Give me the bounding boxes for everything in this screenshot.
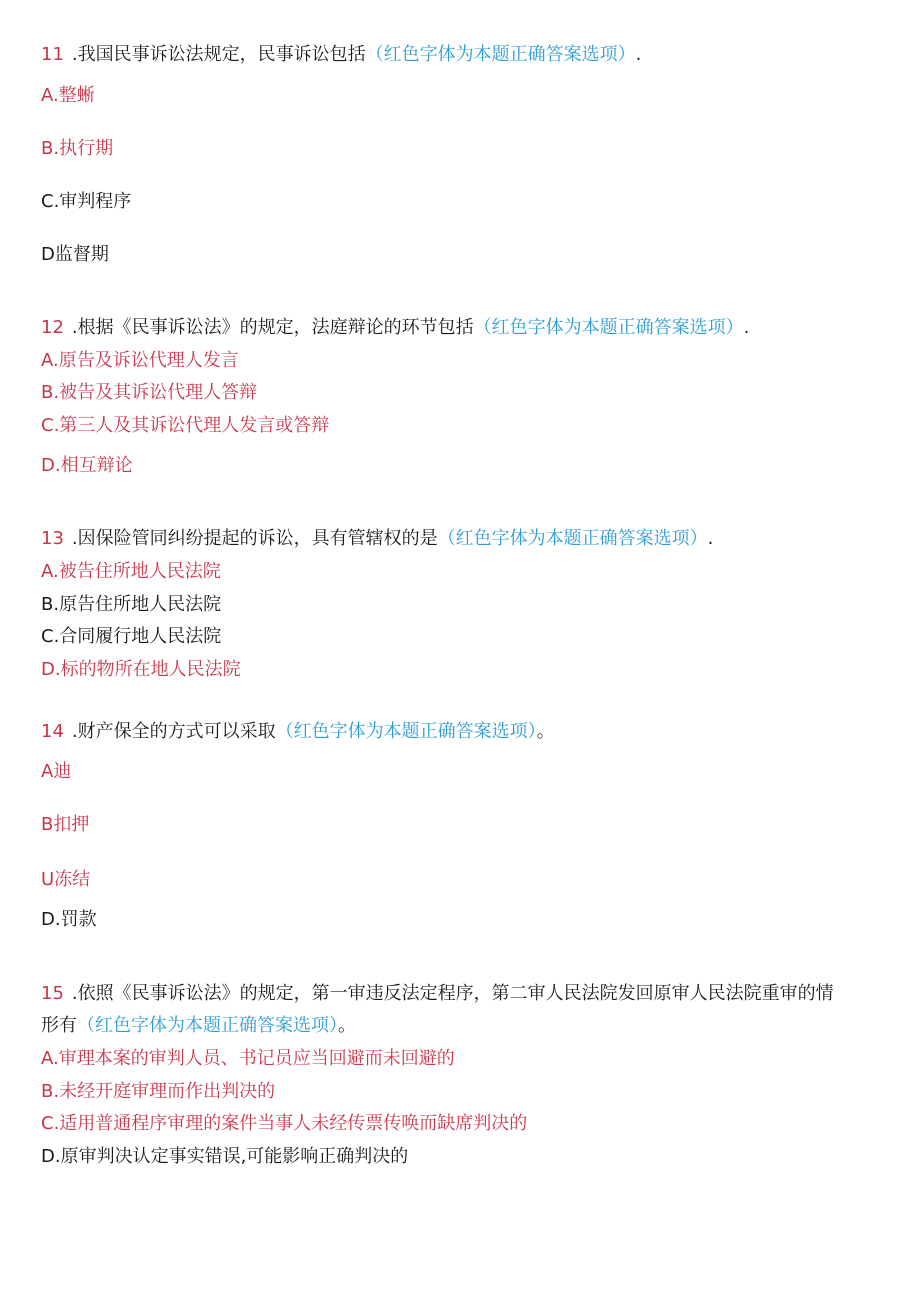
- option-a: A迪: [41, 761, 72, 782]
- option-d: D.标的物所在地人民法院: [41, 659, 241, 680]
- option-c: C.适用普通程序审理的案件当事人未经传票传唤而缺席判决的: [41, 1113, 528, 1134]
- option-c: C.合同履行地人民法院: [41, 626, 222, 647]
- option-a: A.整蜥: [41, 85, 95, 106]
- question-end: .: [743, 317, 750, 338]
- option-a: A.原告及诉讼代理人发言: [41, 350, 239, 371]
- question-11-stem: [41, 43, 641, 67]
- option-c: C.第三人及其诉讼代理人发言或答辩: [41, 415, 330, 436]
- question-12-stem: [41, 316, 749, 340]
- question-text: .根据《民事诉讼法》的规定，法庭辩论的环节包括: [71, 317, 474, 338]
- option-a: A.审理本案的审判人员、书记员应当回避而未回避的: [41, 1048, 455, 1069]
- question-number: 11: [41, 44, 64, 65]
- option-d: D.罚款: [41, 909, 97, 930]
- option-b: B.执行期: [41, 138, 114, 159]
- option-a: A.被告住所地人民法院: [41, 561, 221, 582]
- question-number: 13: [41, 528, 64, 549]
- answer-hint: （红色字体为本题正确答案选项）: [275, 721, 537, 742]
- option-c: U冻结: [41, 869, 91, 890]
- answer-hint: （红色字体为本题正确答案选项）: [77, 1015, 338, 1036]
- option-d: D.原审判决认定事实错误,可能影响正确判决的: [41, 1146, 409, 1167]
- question-15-stem-cont: [41, 1014, 356, 1038]
- option-b: B.原告住所地人民法院: [41, 594, 222, 615]
- question-end: 。: [338, 1015, 356, 1036]
- question-14-stem: [41, 720, 555, 744]
- answer-hint: （红色字体为本题正确答案选项）: [365, 44, 636, 65]
- question-text: .财产保全的方式可以采取: [71, 721, 276, 742]
- option-b: B.被告及其诉讼代理人答辩: [41, 382, 258, 403]
- answer-hint: （红色字体为本题正确答案选项）: [437, 528, 708, 549]
- question-15-stem: [41, 982, 871, 1006]
- option-d: D.相互辩论: [41, 455, 133, 476]
- question-end: .: [635, 44, 642, 65]
- option-c: C.审判程序: [41, 191, 132, 212]
- question-text-cont: 形有: [41, 1015, 77, 1036]
- question-number: 14: [41, 721, 64, 742]
- question-13-stem: [41, 527, 713, 551]
- question-text: .依照《民事诉讼法》的规定，第一审违反法定程序，第二审人民法院发回原审人民法院重审的情: [71, 983, 834, 1004]
- question-text: .我国民事诉讼法规定，民事诉讼包括: [71, 44, 366, 65]
- option-d: D监督期: [41, 244, 109, 265]
- answer-hint: （红色字体为本题正确答案选项）: [473, 317, 744, 338]
- question-end: 。: [536, 721, 555, 742]
- question-number: 15: [41, 983, 64, 1004]
- question-end: .: [707, 528, 714, 549]
- question-text: .因保险管同纠纷提起的诉讼，具有管辖权的是: [71, 528, 438, 549]
- option-b: B.未经开庭审理而作出判决的: [41, 1081, 276, 1102]
- question-number: 12: [41, 317, 64, 338]
- option-b: B扣押: [41, 814, 90, 835]
